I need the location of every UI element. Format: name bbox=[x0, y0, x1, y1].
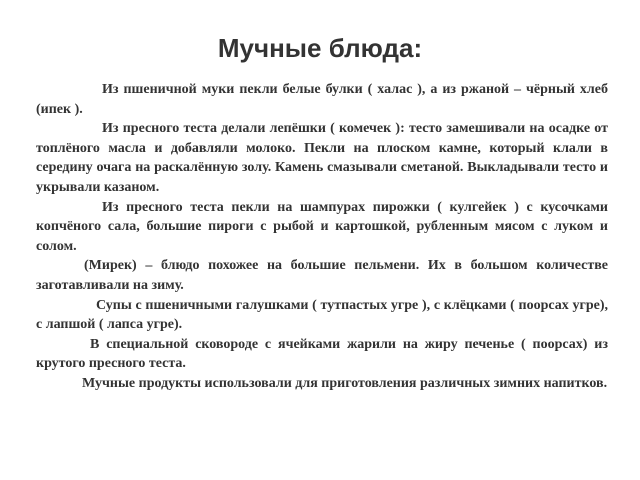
paragraph-drinks: Мучные продукты использовали для приготовления различных зимних напитков. bbox=[82, 375, 608, 391]
paragraph-mirek: (Мирек) – блюдо похожее на большие пельмени. Их в большом количестве заготавливали на зиму. bbox=[36, 258, 608, 293]
paragraph-cookies: В специальной сковороде с ячейками жарили на жиру печенье ( поорсах) из крутого пресного теста. bbox=[36, 336, 608, 372]
paragraph-flatbread: Из пресного теста делали лепёшки ( комечек ): тесто замешивали на осадке от топлёного масла и добавляли молоко. Пекли на плоском камне, который клали в середину очага на раскалённую золу. Камень смазывали сметаной. Выкладывали тесто и укрывали казаном. bbox=[36, 121, 608, 195]
paragraph-soups: Супы с пшеничными галушками ( тутпастых угре ), с клёцками ( поорсах угре), с лапшой ( лапса угре). bbox=[36, 297, 608, 333]
paragraph-bread: Из пшеничной муки пекли белые булки ( халас ), а из ржаной – чёрный хлеб (ипек ). bbox=[36, 82, 608, 117]
slide-body bbox=[36, 80, 608, 394]
paragraph-pies: Из пресного теста пекли на шампурах пирожки ( кулгейек ) с кусочками копчёного сала, большие пироги с рыбой и картошкой, рубленным мясом с луком и солом. bbox=[36, 199, 608, 254]
slide-title: Мучные блюда: bbox=[217, 33, 423, 63]
